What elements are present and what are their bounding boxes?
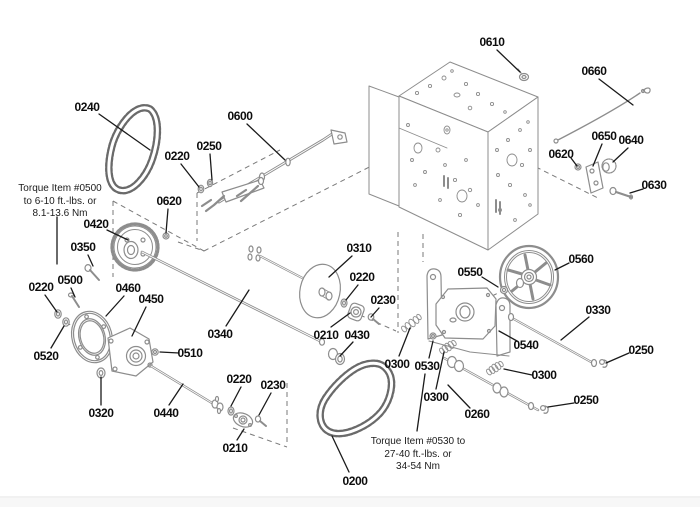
part-label-0230-mid: 0230 [370,293,396,307]
part-label-0440: 0440 [153,406,179,420]
torque-note-0500 [0,183,120,221]
part-label-0300-bottom: 0300 [423,390,449,404]
part-label-0640: 0640 [618,133,644,147]
torque-note-0500-line3: 8.1-13.6 Nm [32,208,88,219]
chain-0240 [109,108,158,191]
nut-0530 [430,333,436,339]
part-label-0230-bottom: 0230 [260,378,286,392]
part-label-0520: 0520 [33,349,59,363]
part-label-0530: 0530 [414,359,440,373]
axle-0260 [444,357,538,411]
frame-box [369,62,538,250]
sprocket-0420 [112,224,158,270]
part-label-0250-top: 0250 [196,139,222,153]
spring-0300-left [401,314,423,333]
part-label-0560: 0560 [568,252,594,266]
part-label-0250-mid-right: 0250 [628,343,654,357]
torque-note-0530 [358,436,478,474]
torque-note-0530-line2: 27-40 ft.-lbs. or [384,448,452,460]
axle-bracket-right [496,298,510,356]
part-label-0450: 0450 [138,292,164,306]
torque-note-0530-line3: 34-54 Nm [396,461,440,472]
shift-rod-0600 [202,130,347,211]
plate-0540 [436,288,496,339]
nut-0550 [501,287,508,294]
klik-pin-0250-bottom [541,406,549,414]
torque-note-0500-line1: Torque Item #0500 [18,183,102,194]
part-label-0540: 0540 [513,338,539,352]
part-label-0220-top: 0220 [164,149,190,163]
part-label-0320: 0320 [88,406,114,420]
bolt-0630 [610,188,633,200]
part-label-0550: 0550 [457,265,483,279]
bolt-0230-mid [368,314,379,324]
part-label-0240: 0240 [74,100,100,114]
part-label-0310: 0310 [346,241,372,255]
part-label-0510: 0510 [177,346,203,360]
part-label-0650: 0650 [591,129,617,143]
chain-0200 [320,363,391,433]
part-label-0340: 0340 [207,327,233,341]
part-label-0200: 0200 [342,474,368,488]
nut-0510 [152,349,158,355]
part-label-0630: 0630 [641,178,667,192]
bearing-cup-0430 [329,349,345,365]
nut-0620-left [163,233,169,239]
part-label-0430: 0430 [344,328,370,342]
part-label-0420: 0420 [83,217,109,231]
part-label-0210-bottom: 0210 [222,441,248,455]
part-label-0220-bottom: 0220 [226,372,252,386]
part-label-0300-right: 0300 [531,368,557,382]
washer-0520 [63,318,69,326]
hex-shaft-0340 [142,252,325,345]
part-label-0620-left: 0620 [156,194,182,208]
wheel-0560 [500,246,558,308]
part-label-0300-left: 0300 [384,357,410,371]
flange-bearing-0210-bottom [231,410,254,430]
part-label-0330: 0330 [585,303,611,317]
bracket-0650 [586,162,603,193]
part-label-0250-bottom-right: 0250 [573,393,599,407]
part-label-0210-mid: 0210 [313,328,339,342]
bolt-0350 [85,265,99,280]
part-label-0350: 0350 [70,240,96,254]
part-label-0220-far-left: 0220 [28,280,54,294]
friction-disc-0310 [248,246,345,322]
part-label-0600: 0600 [227,109,253,123]
gearbox-0450 [108,328,153,376]
spring-0300-right [486,361,505,376]
torque-note-0530-line1: Torque Item #0530 to [370,436,466,447]
bearing-0210-mid [347,302,366,322]
part-label-0620-right: 0620 [548,147,574,161]
part-label-0220-mid: 0220 [349,270,375,284]
part-label-0260: 0260 [464,407,490,421]
part-label-0610: 0610 [479,35,505,49]
torque-note-0500-line2: to 6-10 ft.-lbs. or [23,195,97,207]
washer-0220-bottom [228,407,234,415]
part-label-0460: 0460 [115,281,141,295]
part-label-0660: 0660 [581,64,607,78]
spring-0300-mid [439,340,458,355]
bolt-0230-bottom [255,416,266,426]
part-label-0500: 0500 [57,273,83,287]
